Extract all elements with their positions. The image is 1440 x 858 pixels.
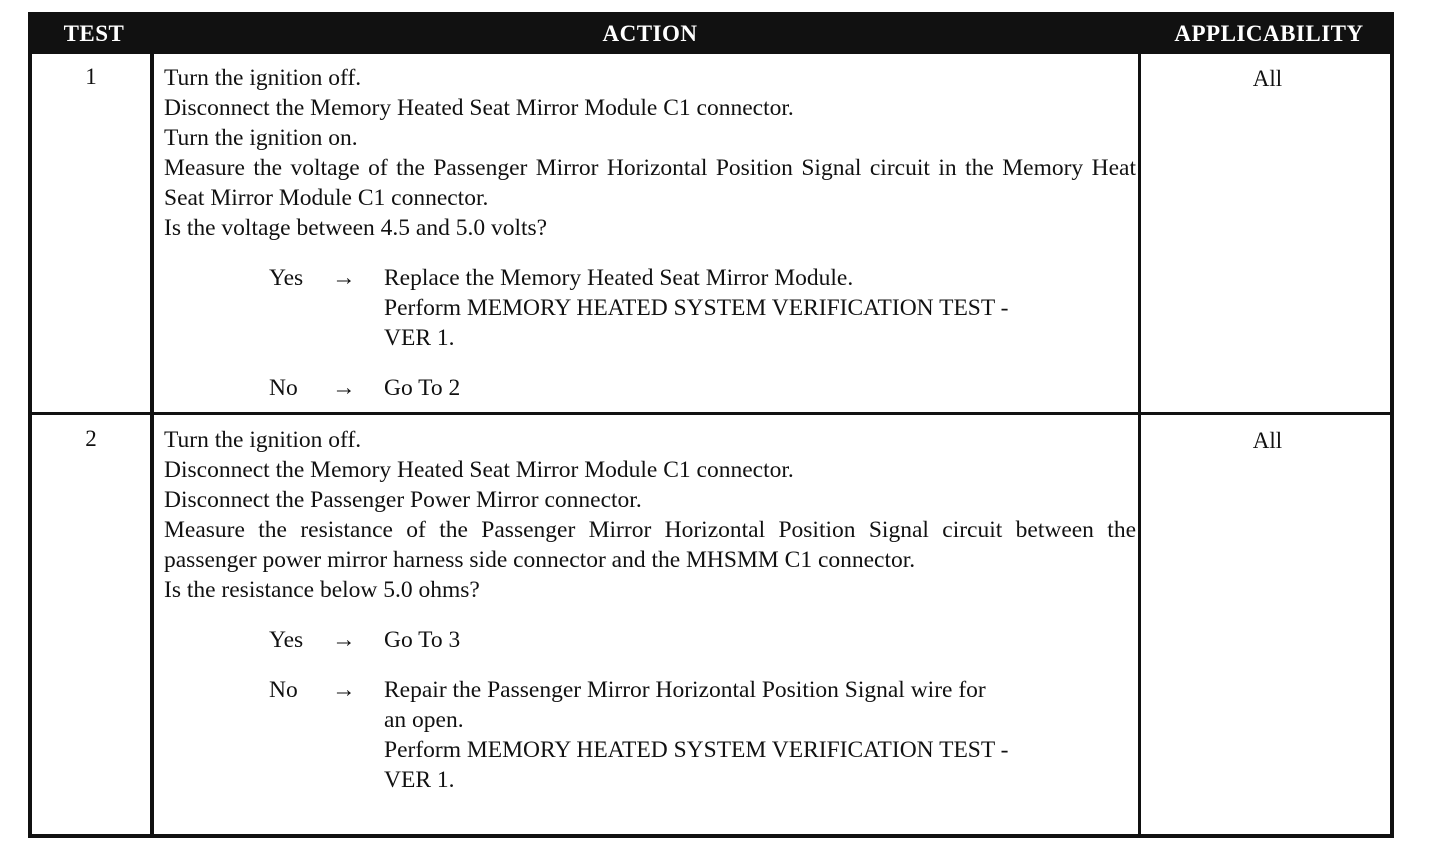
- action-step: Disconnect the Memory Heated Seat Mirror Module C1 connector.: [164, 457, 794, 483]
- column-divider: [150, 54, 154, 834]
- answer-line: VER 1.: [384, 325, 455, 351]
- action-step: Measure the resistance of the Passenger Mirror Horizontal Position Signal circuit between the passenger power mirror harness side connector and the MHSMM C1 connector.: [164, 517, 1136, 573]
- answer-yes: [164, 263, 1136, 353]
- action-cell: [164, 425, 1136, 795]
- action-step: Turn the ignition off.: [164, 65, 362, 91]
- header-action: ACTION: [602, 21, 698, 46]
- answer-line: Repair the Passenger Mirror Horizontal Position Signal wire for: [384, 677, 986, 703]
- answer-label: Yes: [269, 265, 304, 291]
- answer-text: [384, 625, 1136, 655]
- answer-label: Yes: [269, 627, 304, 653]
- answer-line: Go To 3: [384, 627, 461, 653]
- arrow-right-icon: →: [332, 265, 356, 291]
- answer-line: Perform MEMORY HEATED SYSTEM VERIFICATION TEST -: [384, 295, 1009, 321]
- answer-line: Replace the Memory Heated Seat Mirror Module.: [384, 265, 854, 291]
- action-step: Turn the ignition off.: [164, 427, 362, 453]
- applicability-value: All: [1252, 66, 1283, 91]
- header-applicability: APPLICABILITY: [1174, 21, 1364, 46]
- answer-text: [384, 675, 1136, 795]
- diagnostic-test-table: [28, 12, 1394, 838]
- answer-no: [164, 675, 1136, 795]
- answer-line: Go To 2: [384, 375, 461, 401]
- test-number: 2: [85, 426, 97, 451]
- action-question: Is the voltage between 4.5 and 5.0 volts?: [164, 215, 548, 241]
- answer-text: [384, 373, 1136, 403]
- arrow-right-icon: →: [332, 677, 356, 703]
- answer-line: VER 1.: [384, 767, 455, 793]
- applicability-value: All: [1252, 428, 1283, 453]
- test-number: 1: [85, 64, 97, 89]
- arrow-right-icon: →: [332, 375, 356, 401]
- arrow-right-icon: →: [332, 627, 356, 653]
- answer-text: [384, 263, 1136, 353]
- row-divider: [32, 412, 1394, 415]
- answer-label: No: [269, 677, 298, 703]
- answer-label: No: [269, 375, 298, 401]
- action-cell: [164, 63, 1136, 403]
- table-header: [32, 12, 1394, 54]
- action-step: Disconnect the Passenger Power Mirror connector.: [164, 487, 642, 513]
- answer-no: [164, 373, 1136, 403]
- action-question: Is the resistance below 5.0 ohms?: [164, 577, 480, 603]
- answer-line: an open.: [384, 707, 464, 733]
- answer-line: Perform MEMORY HEATED SYSTEM VERIFICATION TEST -: [384, 737, 1009, 763]
- action-step: Measure the voltage of the Passenger Mirror Horizontal Position Signal circuit in the Memory Heat Seat Mirror Module C1 connector.: [164, 155, 1136, 211]
- action-step: Turn the ignition on.: [164, 125, 358, 151]
- answer-yes: [164, 625, 1136, 655]
- action-step: Disconnect the Memory Heated Seat Mirror Module C1 connector.: [164, 95, 794, 121]
- header-test: TEST: [63, 21, 125, 46]
